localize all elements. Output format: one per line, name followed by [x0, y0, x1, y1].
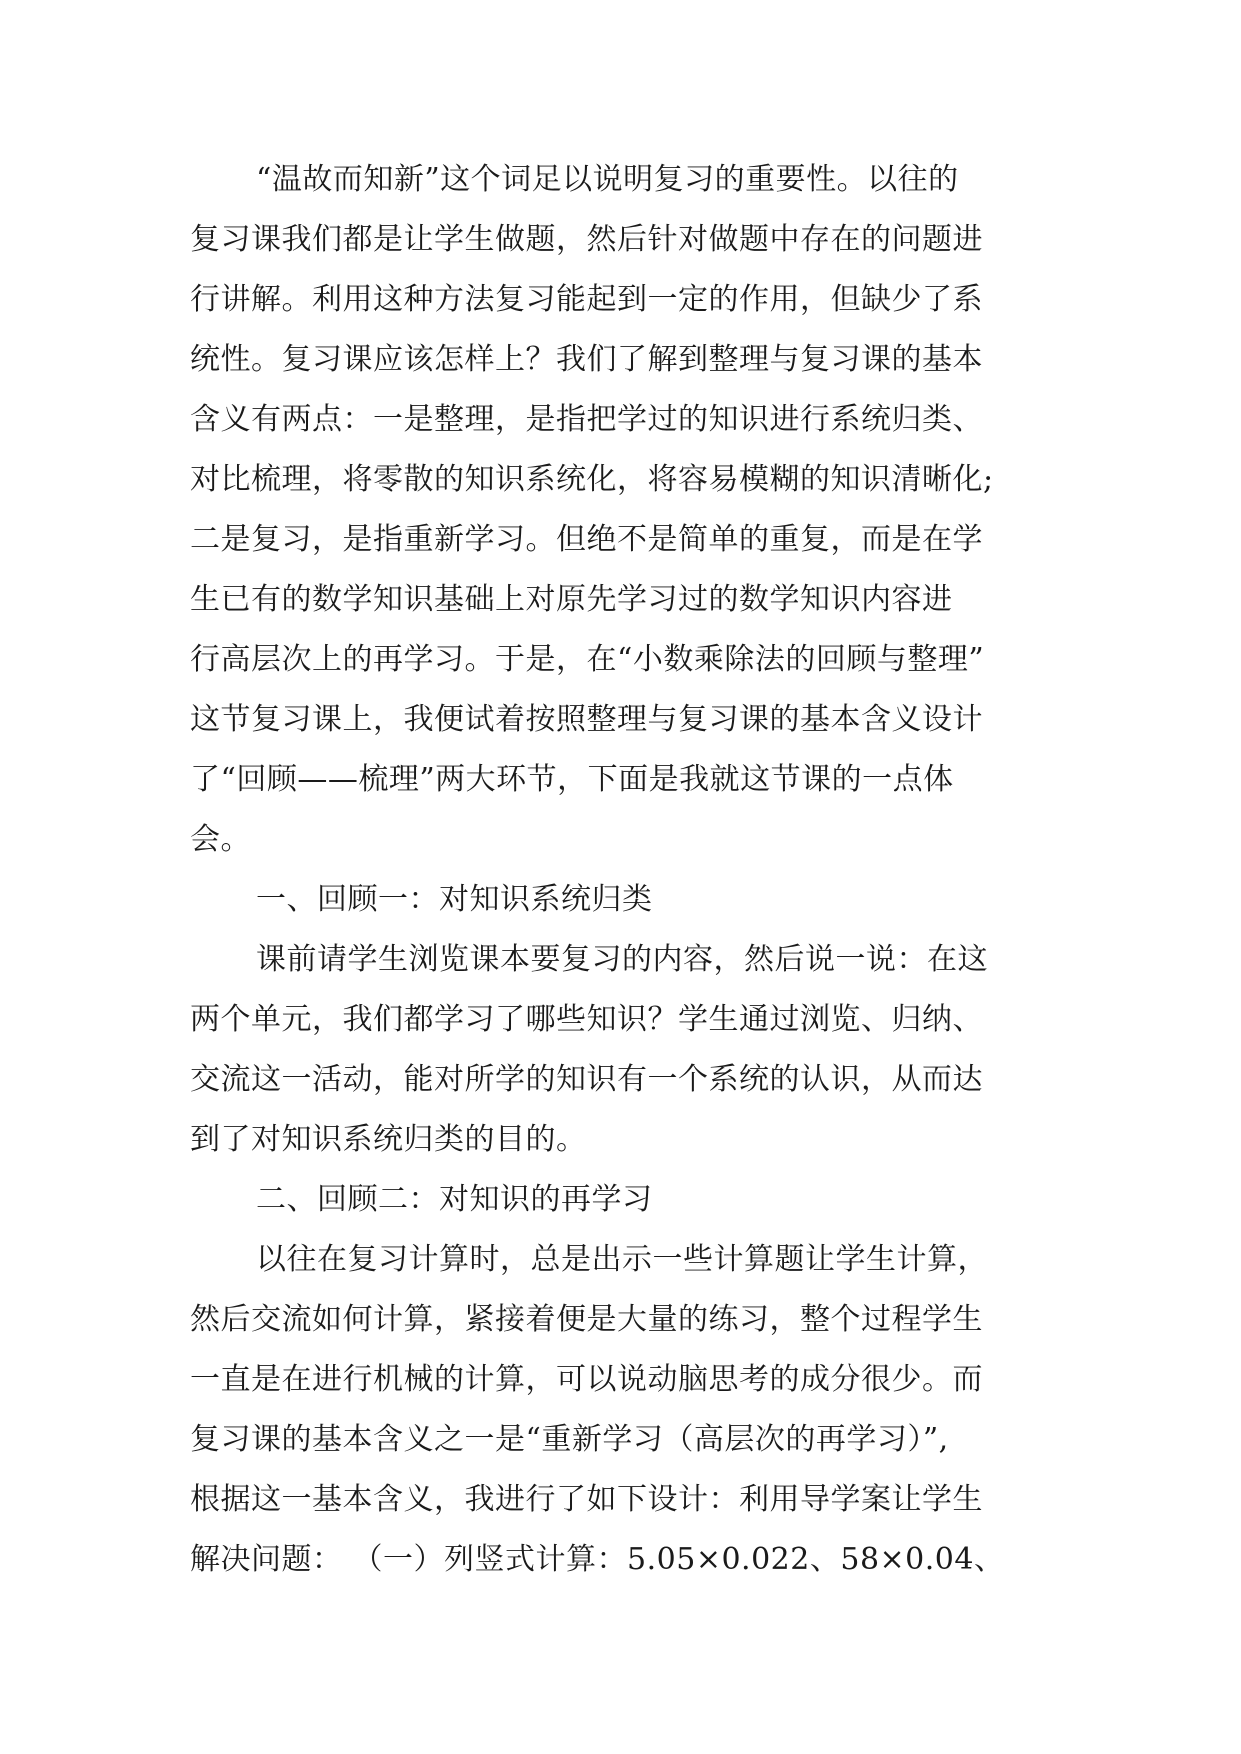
- text-line: 这节复习课上，我便试着按照整理与复习课的基本含义设计: [190, 702, 983, 737]
- text-line: 二是复习，是指重新学习。但绝不是简单的重复，而是在学: [190, 522, 983, 557]
- section-heading-2: 二、回顾二：对知识的再学习: [256, 1182, 653, 1217]
- text-line: 复习课我们都是让学生做题，然后针对做题中存在的问题进: [190, 222, 983, 257]
- section-heading-1: 一、回顾一：对知识系统归类: [256, 882, 653, 917]
- paragraph-intro: [190, 150, 1058, 870]
- text-line: 了“回顾——梳理”两大环节，下面是我就这节课的一点体: [190, 762, 954, 797]
- text-line: 解决问题： （一）列竖式计算：5.05×0.022、58×0.04、: [190, 1542, 1005, 1577]
- text-line: 生已有的数学知识基础上对原先学习过的数学知识内容进: [190, 582, 953, 617]
- text-line: 然后交流如何计算，紧接着便是大量的练习，整个过程学生: [190, 1302, 983, 1337]
- text-line: 一直是在进行机械的计算，可以说动脑思考的成分很少。而: [190, 1362, 983, 1397]
- text-line: 行高层次上的再学习。于是，在“小数乘除法的回顾与整理”: [190, 642, 985, 677]
- text-line: 根据这一基本含义，我进行了如下设计：利用导学案让学生: [190, 1482, 983, 1517]
- text-line: 到了对知识系统归类的目的。: [190, 1122, 587, 1157]
- text-line: 课前请学生浏览课本要复习的内容，然后说一说：在这: [256, 942, 988, 977]
- text-line: 以往在复习计算时，总是出示一些计算题让学生计算，: [256, 1242, 988, 1277]
- text-line: 统性。复习课应该怎样上？我们了解到整理与复习课的基本: [190, 342, 983, 377]
- text-line: 行讲解。利用这种方法复习能起到一定的作用，但缺少了系: [190, 282, 983, 317]
- text-line: 交流这一活动，能对所学的知识有一个系统的认识，从而达: [190, 1062, 983, 1097]
- text-line: 复习课的基本含义之一是“重新学习（高层次的再学习）”,: [190, 1422, 949, 1457]
- paragraph-section-2: [190, 1230, 1058, 1590]
- text-line: 会。: [190, 822, 251, 857]
- text-line: “温故而知新”这个词足以说明复习的重要性。以往的: [256, 162, 959, 197]
- document-page: [190, 150, 1058, 1590]
- paragraph-section-1: [190, 930, 1058, 1170]
- text-line: 含义有两点：一是整理，是指把学过的知识进行系统归类、: [190, 402, 983, 437]
- text-line: 两个单元，我们都学习了哪些知识？学生通过浏览、归纳、: [190, 1002, 983, 1037]
- text-line: 对比梳理，将零散的知识系统化，将容易模糊的知识清晰化;: [190, 462, 994, 497]
